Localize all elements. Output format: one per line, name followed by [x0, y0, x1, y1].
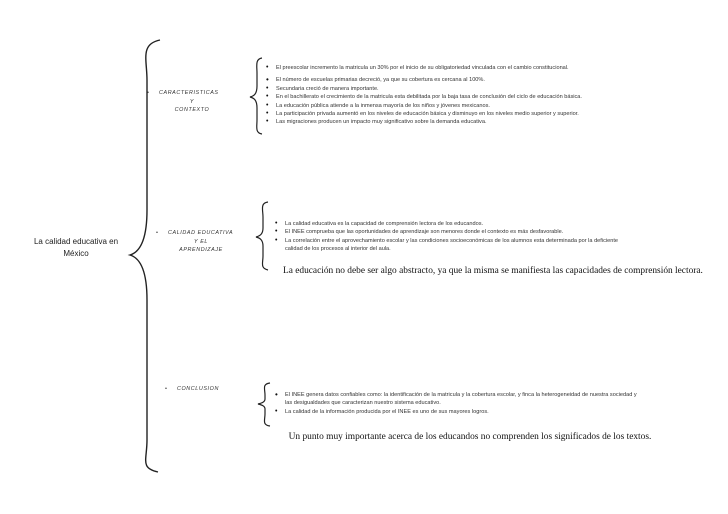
list-item: • El INEE genera datos confiables como: la identificación de la matricula y la cobertura escolar, y finca la heterogeneidad de nuestra sociedad y las desigualdades que caracterizan nuestro sistema educativo.	[275, 391, 640, 408]
bullet-icon: •	[156, 230, 159, 236]
list-item: • La calidad educativa es la capacidad de comprensión lectora de los educandos.	[275, 220, 635, 228]
list-item: • El número de escuelas primarias decreció, ya que su cobertura es cercana al 100%.	[266, 76, 716, 84]
list-item: • La educación pública atiende a la inmensa mayoría de los niños y jóvenes mexicanos.	[266, 102, 716, 110]
conclusion-points	[275, 391, 640, 416]
list-item: • Las migraciones producen un impacto muy significativo sobre la demanda educativa.	[266, 118, 716, 126]
branch-label-line1: CONCLUSION	[177, 386, 219, 392]
branch-label-line1: CARACTERISTICAS	[159, 90, 219, 96]
quality-note: La educación no debe ser algo abstracto, ya que la misma se manifiesta las capacidades de comprensión lectora.	[283, 266, 703, 276]
branch-label-line2: Y EL	[194, 238, 208, 245]
branch-label-line3: APRENDIZAJE	[179, 247, 223, 253]
brace-conclusion	[258, 383, 270, 426]
branch-label-characteristics	[147, 89, 237, 115]
branch-label-quality	[156, 229, 246, 255]
list-item: • En el bachillerato el crecimiento de la matricula esta debilitada por la baja tasa de conclusión del ciclo de educación básica.	[266, 93, 716, 101]
conclusion-note: Un punto muy importante acerca de los educandos no comprenden los significados de los textos.	[288, 432, 652, 442]
root-title-line2: México	[63, 249, 89, 258]
bullet-icon: •	[165, 386, 168, 392]
list-item: • La calidad de la información producida por el INEE es uno de sus mayores logros.	[275, 408, 640, 416]
list-item: • La correlación entre el aprovechamiento escolar y las condiciones socioeconómicas de los alumnos esta determinada por la deficiente calidad de los procesos al interior del aula.	[275, 237, 635, 254]
brace-quality	[256, 202, 268, 270]
quality-points	[275, 220, 635, 254]
list-item: • El preescolar incremento la matricula un 30% por el inicio de su obligatoriedad vinculada con el cambio constitucional.	[266, 64, 716, 72]
list-item: • La participación privada aumentó en los niveles de educación básica y disminuyo en los niveles medio superior y superior.	[266, 110, 716, 118]
list-item: • El INEE comprueba que las oportunidades de aprendizaje son menores donde el contexto es más desfavorable.	[275, 228, 635, 236]
list-item: • Secundaria creció de manera importante.	[266, 85, 716, 93]
branch-label-line2: Y	[189, 98, 195, 105]
brace-characteristics	[250, 58, 262, 134]
branch-label-conclusion	[165, 385, 255, 394]
characteristics-points	[266, 64, 716, 127]
branch-label-line3: CONTEXTO	[174, 107, 210, 113]
bullet-icon: •	[147, 90, 150, 96]
root-title	[28, 236, 124, 260]
branch-label-line1: CALIDAD EDUCATIVA	[168, 230, 234, 236]
root-title-line1: La calidad educativa en	[33, 237, 119, 246]
